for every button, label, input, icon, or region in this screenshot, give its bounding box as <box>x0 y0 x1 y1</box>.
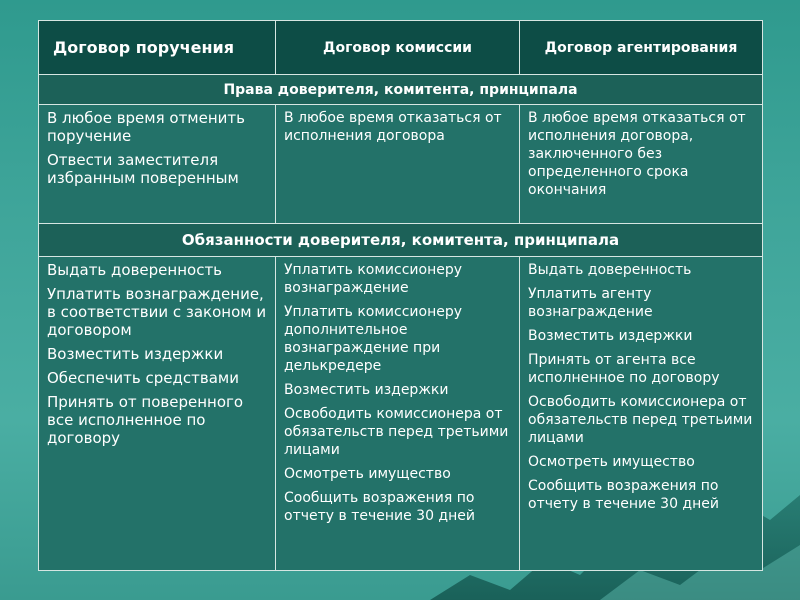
list-item: Обеспечить средствами <box>47 369 239 387</box>
duties-section-row <box>39 224 763 257</box>
list-item: Осмотреть имущество <box>284 466 451 482</box>
header-agent-contract: Договор агентирования <box>520 21 763 75</box>
header-commission-contract: Договор комиссии <box>276 21 520 75</box>
list-item: Освободить комиссионера от обязательств перед третьими лицами <box>284 406 509 458</box>
list-item: Освободить комиссионера от обязательств перед третьими лицами <box>528 394 753 446</box>
duties-cell-commission <box>276 257 520 571</box>
list-item: Возместить издержки <box>284 382 449 398</box>
rights-cell-agent <box>520 105 763 224</box>
list-item: Уплатить вознаграждение, в соответствии с законом и договором <box>47 285 267 339</box>
list-item: Сообщить возражения по отчету в течение 30 дней <box>528 478 719 512</box>
list-item: Уплатить комиссионеру вознаграждение <box>284 262 463 296</box>
list-item: Отвести заместителя избранным поверенным <box>47 151 239 187</box>
duties-row <box>39 257 763 571</box>
rights-cell-agency <box>39 105 276 224</box>
list-item: Выдать доверенность <box>528 262 692 278</box>
header-row <box>39 21 763 75</box>
list-item: Возместить издержки <box>528 328 693 344</box>
duties-cell-agent <box>520 257 763 571</box>
list-item: В любое время отменить поручение <box>47 109 245 145</box>
list-item: Принять от агента все исполненное по договору <box>528 352 720 386</box>
section-title-rights: Права доверителя, комитента, принципала <box>39 75 763 105</box>
list-item: Принять от поверенного все исполненное по договору <box>47 393 244 447</box>
rights-cell-commission <box>276 105 520 224</box>
rights-row <box>39 105 763 224</box>
list-item: В любое время отказаться от исполнения договора, заключенного без определенного срока окончания <box>528 110 746 198</box>
list-item: Уплатить агенту вознаграждение <box>528 286 653 320</box>
header-agency-contract: Договор поручения <box>39 21 276 75</box>
list-item: В любое время отказаться от исполнения договора <box>284 110 502 144</box>
rights-section-row <box>39 75 763 105</box>
list-item: Возместить издержки <box>47 345 224 363</box>
list-item: Сообщить возражения по отчету в течение 30 дней <box>284 490 475 524</box>
comparison-table <box>38 20 763 571</box>
section-title-duties: Обязанности доверителя, комитента, принципала <box>39 224 763 257</box>
list-item: Выдать доверенность <box>47 261 223 279</box>
list-item: Уплатить комиссионеру дополнительное вознаграждение при делькредере <box>284 304 463 374</box>
list-item: Осмотреть имущество <box>528 454 695 470</box>
duties-cell-agency <box>39 257 276 571</box>
